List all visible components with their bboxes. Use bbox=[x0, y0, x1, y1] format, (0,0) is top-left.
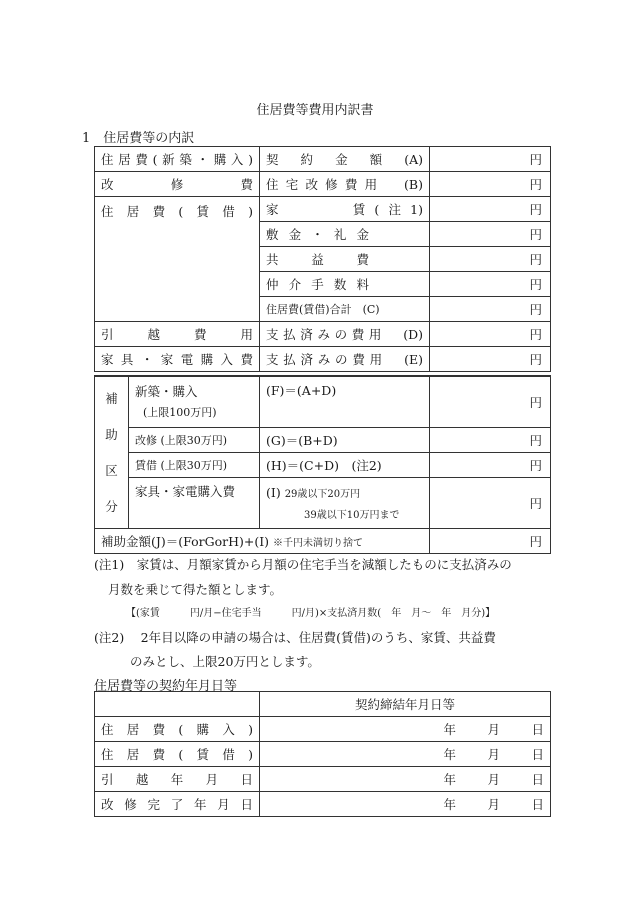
amount-field[interactable]: 円 bbox=[430, 247, 551, 272]
table-row bbox=[95, 322, 551, 347]
item-cell: 契 約 金 額 (A) bbox=[260, 147, 430, 172]
category-cell: 家具・家電購入費 bbox=[95, 347, 260, 372]
item-cell: 支払済みの費用 (D) bbox=[260, 322, 430, 347]
note-2: (注2) 2年目以降の申請の場合は、住居費(賃借)のうち、家賃、共益費 bbox=[94, 630, 496, 645]
contract-label: 引越年月日 bbox=[95, 767, 260, 792]
category-cell: 改 修 費 bbox=[95, 172, 260, 197]
item-cell: 敷金・礼金 bbox=[260, 222, 430, 247]
item-cell: 住宅改修費用 (B) bbox=[260, 172, 430, 197]
contract-label: 改修完了年月日 bbox=[95, 792, 260, 817]
column-header: 契約締結年月日等 bbox=[260, 692, 551, 717]
contract-label: 住居費(賃借) bbox=[95, 742, 260, 767]
item-cell: 住居費(賃借)合計 (C) bbox=[260, 297, 430, 322]
date-field[interactable]: 年 月 日 bbox=[260, 742, 551, 767]
amount-field[interactable]: 円 bbox=[430, 478, 551, 529]
blank-header-cell bbox=[95, 692, 260, 717]
subsidy-category-label: 補 助 区 分 bbox=[95, 376, 129, 529]
contract-date-table bbox=[94, 691, 551, 817]
table-row bbox=[95, 347, 551, 372]
note-2-continued: のみとし、上限20万円とします。 bbox=[130, 654, 320, 669]
table-row bbox=[95, 172, 551, 197]
section-heading-breakdown: 1 住居費等の内訳 bbox=[82, 131, 195, 146]
item-cell: 仲介手数料 bbox=[260, 272, 430, 297]
amount-field[interactable]: 円 bbox=[430, 197, 551, 222]
amount-field[interactable]: 円 bbox=[430, 322, 551, 347]
item-cell: 支払済みの費用 (E) bbox=[260, 347, 430, 372]
subsidy-name-cell: 新築・購入 (上限100万円) bbox=[129, 376, 260, 428]
formula-cell: (G)＝(B+D) bbox=[260, 428, 430, 453]
total-amount-field[interactable]: 円 bbox=[430, 529, 551, 554]
subsidy-table bbox=[94, 375, 551, 554]
note-1-continued: 月数を乗じて得た額とします。 bbox=[108, 582, 283, 597]
amount-field[interactable]: 円 bbox=[430, 222, 551, 247]
formula-cell: (I) 29歳以下20万円 39歳以下10万円まで bbox=[260, 478, 430, 529]
date-field[interactable]: 年 月 日 bbox=[260, 717, 551, 742]
amount-field[interactable]: 円 bbox=[430, 347, 551, 372]
table-row bbox=[95, 478, 551, 529]
date-field[interactable]: 年 月 日 bbox=[260, 792, 551, 817]
contract-label: 住居費(購入) bbox=[95, 717, 260, 742]
amount-field[interactable]: 円 bbox=[430, 272, 551, 297]
category-cell: 住居費(賃借) bbox=[95, 197, 260, 322]
breakdown-table bbox=[94, 146, 551, 372]
category-cell: 引 越 費 用 bbox=[95, 322, 260, 347]
subsidy-name-cell: 賃借 (上限30万円) bbox=[129, 453, 260, 478]
formula-cell: (F)＝(A+D) bbox=[260, 376, 430, 428]
date-field[interactable]: 年 月 日 bbox=[260, 767, 551, 792]
table-row bbox=[95, 529, 551, 554]
table-row bbox=[95, 147, 551, 172]
table-row bbox=[95, 717, 551, 742]
item-cell: 家 賃(注1) bbox=[260, 197, 430, 222]
amount-field[interactable]: 円 bbox=[430, 297, 551, 322]
table-row bbox=[95, 376, 551, 428]
table-row bbox=[95, 197, 551, 222]
subsidy-name-cell: 改修 (上限30万円) bbox=[129, 428, 260, 453]
amount-field[interactable]: 円 bbox=[430, 172, 551, 197]
formula-cell: (H)＝(C+D) (注2) bbox=[260, 453, 430, 478]
table-row bbox=[95, 742, 551, 767]
table-row bbox=[95, 692, 551, 717]
amount-field[interactable]: 円 bbox=[430, 376, 551, 428]
item-cell: 共 益 費 bbox=[260, 247, 430, 272]
table-row bbox=[95, 792, 551, 817]
note-1: (注1) 家賃は、月額家賃から月額の住宅手当を減額したものに支払済みの bbox=[94, 557, 512, 572]
amount-field[interactable]: 円 bbox=[430, 147, 551, 172]
subsidy-total-label: 補助金額(J)＝(ForGorH)+(I) ※千円未満切り捨て bbox=[95, 529, 430, 554]
subsidy-name-cell: 家具・家電購入費 bbox=[129, 478, 260, 529]
table-row bbox=[95, 453, 551, 478]
table-row bbox=[95, 767, 551, 792]
contract-heading: 住居費等の契約年月日等 bbox=[94, 679, 238, 694]
amount-field[interactable]: 円 bbox=[430, 428, 551, 453]
document-title: 住居費等費用内訳書 bbox=[256, 103, 374, 118]
table-row bbox=[95, 428, 551, 453]
amount-field[interactable]: 円 bbox=[430, 453, 551, 478]
rent-formula: 【(家賃 円/月−住宅手当 円/月)×支払済月数( 年 月〜 年 月分)】 bbox=[126, 608, 496, 619]
category-cell: 住居費(新築・購入) bbox=[95, 147, 260, 172]
